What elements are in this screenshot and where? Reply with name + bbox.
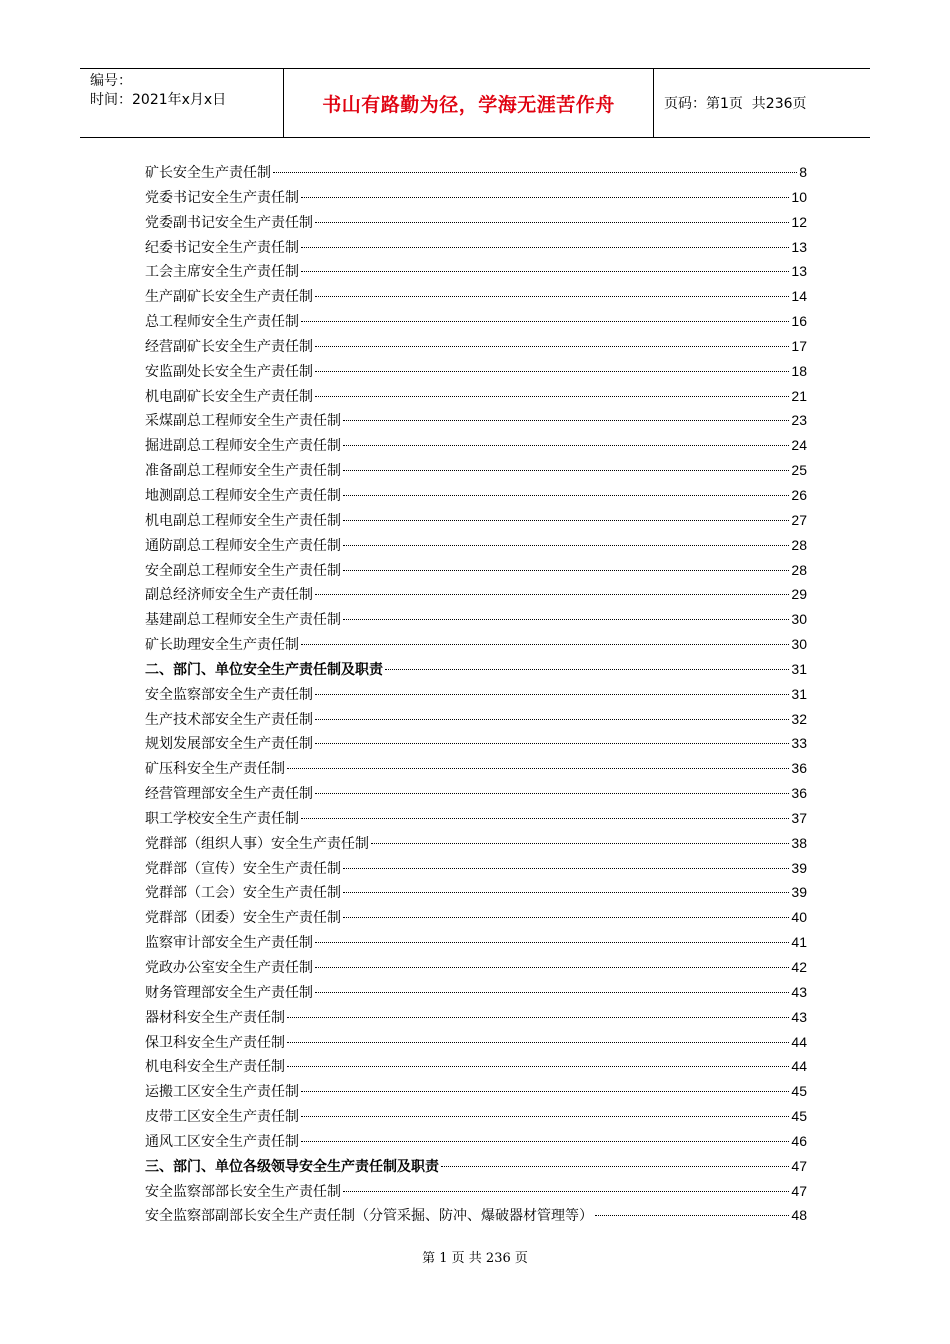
toc-entry[interactable]: [145, 309, 807, 334]
toc-entry-label: 职工学校安全生产责任制: [145, 810, 299, 827]
toc-entry-label: 掘进副总工程师安全生产责任制: [145, 438, 341, 455]
toc-dot-leader: [301, 644, 789, 645]
toc-entry-page-number: 46: [791, 1132, 807, 1149]
toc-entry-page-number: 28: [791, 536, 807, 553]
toc-entry[interactable]: [145, 259, 807, 284]
toc-entry-page-number: 27: [791, 511, 807, 528]
toc-entry-label: 党委书记安全生产责任制: [145, 189, 299, 206]
toc-entry-page-number: 14: [791, 288, 807, 305]
toc-dot-leader: [315, 793, 789, 794]
toc-entry-page-number: 30: [791, 636, 807, 653]
toc-entry-label: 机电副矿长安全生产责任制: [145, 388, 313, 405]
toc-entry[interactable]: [145, 235, 807, 260]
toc-entry[interactable]: [145, 707, 807, 732]
toc-entry-label: 采煤副总工程师安全生产责任制: [145, 413, 341, 430]
toc-entry[interactable]: [145, 1179, 807, 1204]
toc-dot-leader: [301, 247, 789, 248]
toc-dot-leader: [343, 917, 789, 918]
toc-dot-leader: [301, 197, 789, 198]
header-motto: 书山有路勤为径，学海无涯苦作舟: [284, 69, 654, 137]
toc-entry-page-number: 24: [791, 437, 807, 454]
toc-dot-leader: [343, 892, 789, 893]
toc-entry[interactable]: [145, 905, 807, 930]
toc-entry-page-number: 31: [791, 660, 807, 677]
toc-dot-leader: [315, 594, 789, 595]
toc-entry-page-number: 47: [791, 1182, 807, 1199]
toc-dot-leader: [315, 396, 789, 397]
toc-entry-page-number: 31: [791, 685, 807, 702]
toc-entry[interactable]: [145, 284, 807, 309]
toc-dot-leader: [441, 1166, 789, 1167]
toc-entry[interactable]: [145, 1054, 807, 1079]
toc-entry-page-number: 48: [791, 1207, 807, 1224]
toc-dot-leader: [315, 967, 789, 968]
toc-entry-label: 基建副总工程师安全生产责任制: [145, 612, 341, 629]
toc-dot-leader: [273, 172, 797, 173]
toc-dot-leader: [315, 346, 789, 347]
toc-entry[interactable]: [145, 1203, 807, 1228]
toc-entry[interactable]: [145, 682, 807, 707]
toc-dot-leader: [315, 743, 789, 744]
header-page-info: 页码：第1页 共236页: [664, 96, 807, 112]
toc-entry[interactable]: [145, 483, 807, 508]
toc-dot-leader: [315, 694, 789, 695]
toc-dot-leader: [301, 818, 789, 819]
toc-entry[interactable]: [145, 756, 807, 781]
toc-entry-page-number: 8: [799, 164, 807, 180]
toc-entry-page-number: 32: [791, 710, 807, 727]
toc-entry[interactable]: [145, 607, 807, 632]
toc-entry[interactable]: [145, 856, 807, 881]
toc-entry[interactable]: [145, 533, 807, 558]
toc-entry-page-number: 45: [791, 1083, 807, 1100]
toc-entry-page-number: 28: [791, 561, 807, 578]
toc-dot-leader: [343, 619, 789, 620]
toc-entry-page-number: 39: [791, 884, 807, 901]
toc-entry[interactable]: [145, 384, 807, 409]
toc-dot-leader: [315, 371, 789, 372]
toc-entry-label: 器材科安全生产责任制: [145, 1009, 285, 1026]
toc-entry-page-number: 12: [791, 213, 807, 230]
toc-entry-page-number: 16: [791, 313, 807, 330]
toc-entry-label: 机电副总工程师安全生产责任制: [145, 512, 341, 529]
toc-entry-page-number: 38: [791, 834, 807, 851]
toc-entry-page-number: 41: [791, 934, 807, 951]
toc-entry[interactable]: [145, 558, 807, 583]
table-of-contents: [145, 160, 807, 1228]
toc-entry[interactable]: [145, 930, 807, 955]
toc-entry-label: 矿压科安全生产责任制: [145, 761, 285, 778]
toc-entry-label: 通防副总工程师安全生产责任制: [145, 537, 341, 554]
toc-entry[interactable]: [145, 1104, 807, 1129]
toc-entry-page-number: 44: [791, 1058, 807, 1075]
toc-dot-leader: [343, 1191, 789, 1192]
toc-entry-label: 党群部（工会）安全生产责任制: [145, 885, 341, 902]
toc-dot-leader: [287, 1042, 789, 1043]
toc-entry-page-number: 17: [791, 337, 807, 354]
toc-dot-leader: [371, 843, 789, 844]
toc-dot-leader: [315, 296, 789, 297]
toc-dot-leader: [315, 719, 789, 720]
toc-entry-page-number: 47: [791, 1157, 807, 1174]
toc-entry-label: 皮带工区安全生产责任制: [145, 1109, 299, 1126]
toc-entry[interactable]: [145, 955, 807, 980]
toc-entry[interactable]: [145, 980, 807, 1005]
toc-entry-label: 准备副总工程师安全生产责任制: [145, 463, 341, 480]
toc-dot-leader: [343, 520, 789, 521]
toc-entry-label: 机电科安全生产责任制: [145, 1059, 285, 1076]
toc-dot-leader: [287, 768, 789, 769]
toc-entry-page-number: 36: [791, 760, 807, 777]
toc-entry[interactable]: [145, 632, 807, 657]
toc-entry-page-number: 30: [791, 611, 807, 628]
toc-section-heading[interactable]: [145, 1154, 807, 1179]
toc-entry-label: 三、部门、单位各级领导安全生产责任制及职责: [145, 1158, 439, 1175]
toc-entry-label: 通风工区安全生产责任制: [145, 1133, 299, 1150]
toc-entry-page-number: 13: [791, 263, 807, 280]
toc-entry[interactable]: [145, 433, 807, 458]
toc-entry[interactable]: [145, 880, 807, 905]
toc-entry-label: 二、部门、单位安全生产责任制及职责: [145, 661, 383, 678]
toc-entry-label: 经营副矿长安全生产责任制: [145, 338, 313, 355]
toc-dot-leader: [301, 271, 789, 272]
toc-entry-label: 安全监察部部长安全生产责任制: [145, 1183, 341, 1200]
toc-dot-leader: [343, 445, 789, 446]
toc-entry-label: 党群部（组织人事）安全生产责任制: [145, 835, 369, 852]
toc-entry[interactable]: [145, 806, 807, 831]
toc-entry-page-number: 21: [791, 387, 807, 404]
toc-entry-page-number: 33: [791, 735, 807, 752]
toc-entry-label: 安全副总工程师安全生产责任制: [145, 562, 341, 579]
toc-entry-label: 经营管理部安全生产责任制: [145, 786, 313, 803]
toc-dot-leader: [343, 420, 789, 421]
toc-entry-label: 安全监察部副部长安全生产责任制（分管采掘、防冲、爆破器材管理等）: [145, 1208, 593, 1225]
page-header: [80, 68, 870, 138]
toc-entry[interactable]: [145, 210, 807, 235]
toc-dot-leader: [343, 470, 789, 471]
toc-entry[interactable]: [145, 508, 807, 533]
toc-entry-page-number: 42: [791, 959, 807, 975]
toc-entry[interactable]: [145, 359, 807, 384]
toc-entry-label: 规划发展部安全生产责任制: [145, 736, 313, 753]
toc-entry-label: 工会主席安全生产责任制: [145, 264, 299, 281]
document-date: 时间：2021年x月x日: [90, 92, 227, 108]
toc-dot-leader: [301, 1141, 789, 1142]
toc-entry-label: 安全监察部安全生产责任制: [145, 686, 313, 703]
toc-entry-label: 财务管理部安全生产责任制: [145, 984, 313, 1001]
toc-entry-page-number: 25: [791, 462, 807, 479]
toc-entry-label: 安监副处长安全生产责任制: [145, 363, 313, 380]
toc-entry-page-number: 43: [791, 1008, 807, 1025]
toc-entry-page-number: 40: [791, 909, 807, 926]
toc-entry-page-number: 39: [791, 859, 807, 876]
toc-entry-label: 运搬工区安全生产责任制: [145, 1084, 299, 1101]
toc-entry[interactable]: [145, 1005, 807, 1030]
toc-entry[interactable]: [145, 582, 807, 607]
toc-dot-leader: [301, 1091, 789, 1092]
toc-dot-leader: [595, 1215, 789, 1216]
toc-dot-leader: [343, 495, 789, 496]
page-footer: 第 1 页 共 236 页: [422, 1251, 528, 1266]
toc-entry[interactable]: [145, 334, 807, 359]
toc-entry[interactable]: [145, 458, 807, 483]
toc-entry-label: 保卫科安全生产责任制: [145, 1034, 285, 1051]
toc-entry[interactable]: [145, 1129, 807, 1154]
toc-entry-page-number: 18: [791, 362, 807, 379]
toc-dot-leader: [301, 1116, 789, 1117]
toc-dot-leader: [385, 669, 789, 670]
header-left-cell: [80, 69, 284, 137]
toc-entry-label: 总工程师安全生产责任制: [145, 314, 299, 331]
toc-entry-page-number: 23: [791, 412, 807, 429]
toc-entry-page-number: 36: [791, 785, 807, 802]
toc-dot-leader: [343, 545, 789, 546]
toc-entry-label: 生产副矿长安全生产责任制: [145, 289, 313, 306]
toc-dot-leader: [315, 942, 789, 943]
toc-entry[interactable]: [145, 731, 807, 756]
toc-entry-page-number: 43: [791, 983, 807, 1000]
toc-entry-label: 矿长安全生产责任制: [145, 165, 271, 181]
toc-dot-leader: [315, 222, 789, 223]
toc-dot-leader: [287, 1017, 789, 1018]
toc-entry-label: 监察审计部安全生产责任制: [145, 935, 313, 952]
toc-entry-label: 党政办公室安全生产责任制: [145, 960, 313, 976]
toc-entry-page-number: 13: [791, 238, 807, 255]
toc-entry[interactable]: [145, 408, 807, 433]
toc-entry-label: 地测副总工程师安全生产责任制: [145, 487, 341, 504]
toc-entry-label: 副总经济师安全生产责任制: [145, 587, 313, 604]
toc-entry[interactable]: [145, 160, 807, 185]
toc-entry[interactable]: [145, 185, 807, 210]
toc-entry-label: 党群部（团委）安全生产责任制: [145, 910, 341, 927]
toc-dot-leader: [301, 321, 789, 322]
toc-entry-page-number: 29: [791, 586, 807, 603]
toc-entry[interactable]: [145, 781, 807, 806]
toc-entry-page-number: 44: [791, 1033, 807, 1050]
toc-dot-leader: [287, 1066, 789, 1067]
toc-entry-page-number: 37: [791, 809, 807, 826]
document-code-label: 编号：: [90, 73, 132, 89]
toc-entry-label: 矿长助理安全生产责任制: [145, 637, 299, 654]
toc-dot-leader: [343, 868, 789, 869]
toc-entry-label: 党委副书记安全生产责任制: [145, 214, 313, 231]
header-right-cell: [654, 69, 870, 137]
toc-dot-leader: [315, 992, 789, 993]
toc-entry-page-number: 10: [791, 188, 807, 205]
toc-entry-label: 生产技术部安全生产责任制: [145, 711, 313, 728]
toc-entry-page-number: 45: [791, 1108, 807, 1125]
toc-section-heading[interactable]: [145, 657, 807, 682]
toc-entry-label: 党群部（宣传）安全生产责任制: [145, 860, 341, 877]
toc-entry-label: 纪委书记安全生产责任制: [145, 239, 299, 256]
toc-entry[interactable]: [145, 831, 807, 856]
toc-entry[interactable]: [145, 1079, 807, 1104]
toc-entry[interactable]: [145, 1030, 807, 1055]
toc-dot-leader: [343, 570, 789, 571]
toc-entry-page-number: 26: [791, 486, 807, 503]
